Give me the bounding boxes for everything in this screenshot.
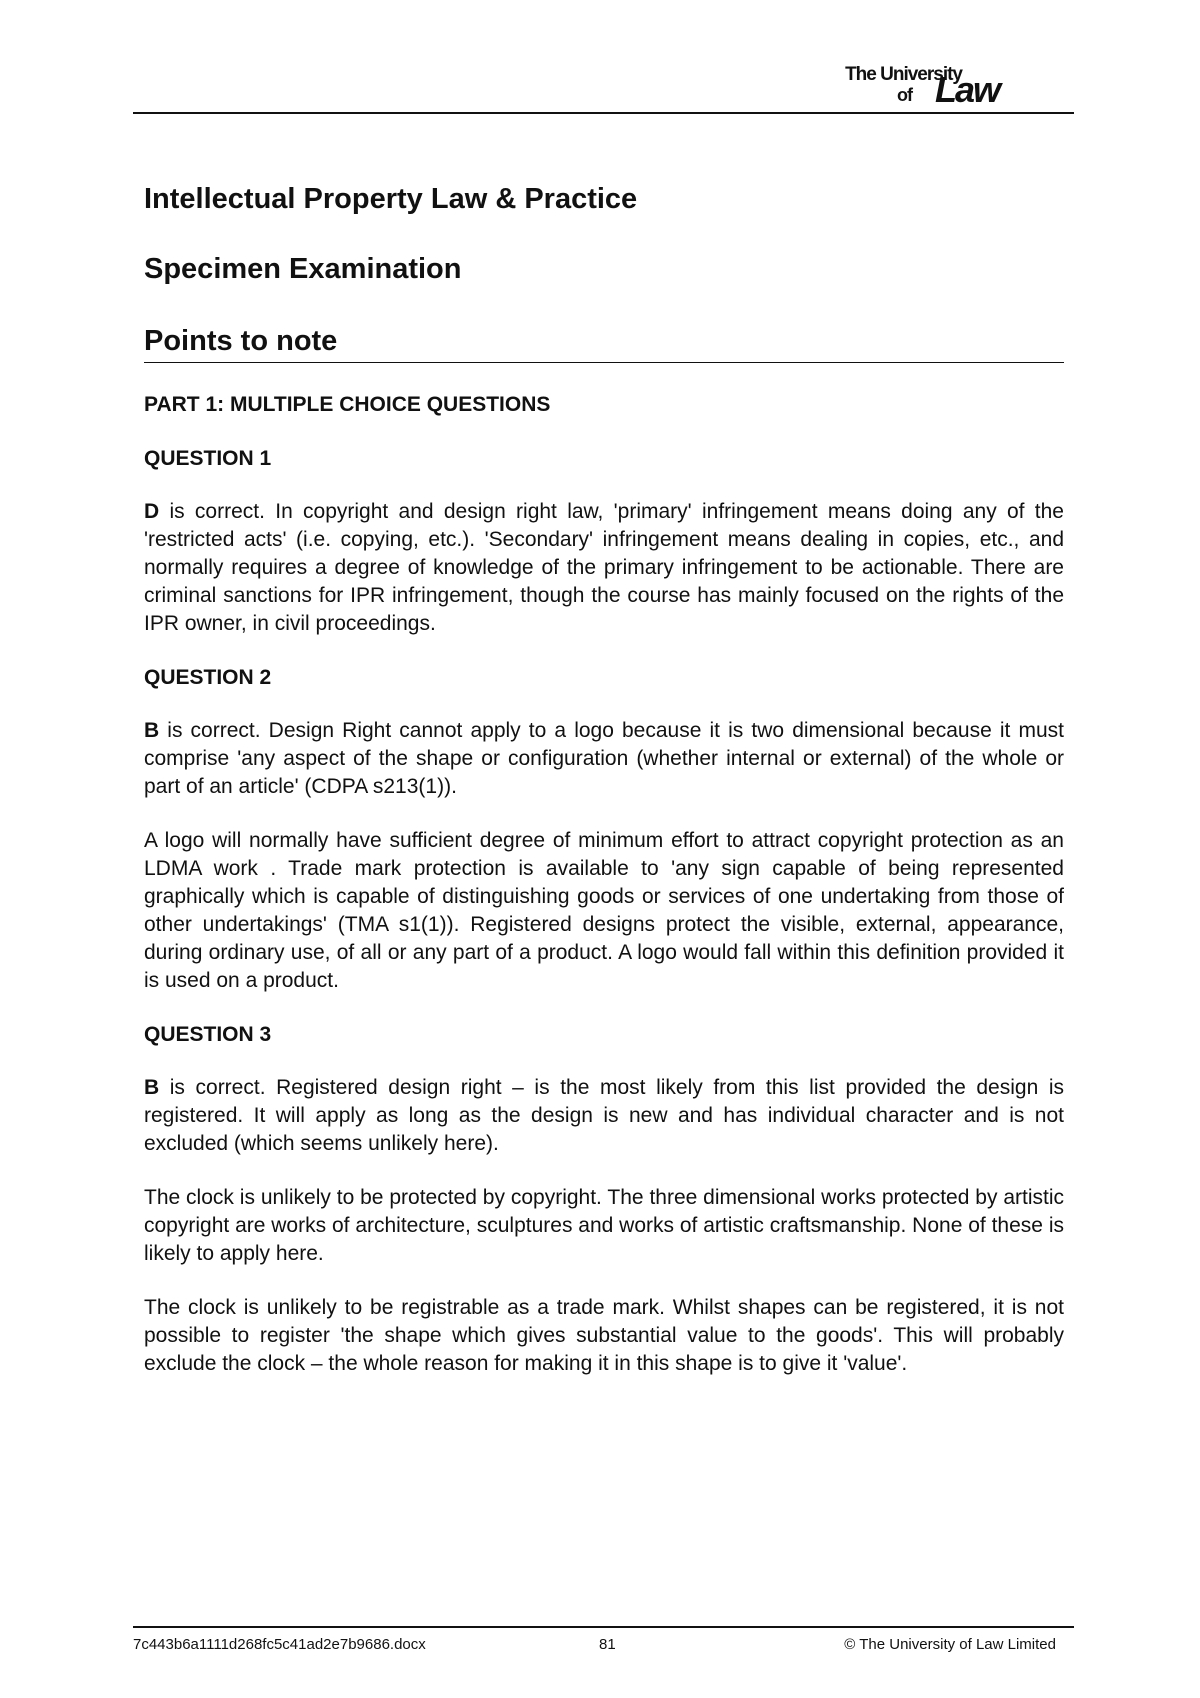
part-heading: PART 1: MULTIPLE CHOICE QUESTIONS bbox=[144, 393, 551, 416]
footer-copyright: © The University of Law Limited bbox=[844, 1636, 1056, 1653]
paragraph-text: The clock is unlikely to be protected by copyright. The three dimensional works protected by artistic copyright are works of architecture, sculptures and works of artistic craftsmanship. None of these is likely to apply here. bbox=[144, 1186, 1064, 1265]
question-3-paragraph-1 bbox=[144, 1074, 1064, 1158]
question-1-paragraph-1 bbox=[144, 498, 1064, 638]
footer-filename: 7c443b6a1111d268fc5c41ad2e7b9686.docx bbox=[133, 1636, 426, 1653]
question-2-label: QUESTION 2 bbox=[144, 666, 272, 689]
header-rule bbox=[133, 112, 1074, 114]
answer-letter: D bbox=[144, 500, 160, 523]
paragraph-text: is correct. Design Right cannot apply to a logo because it is two dimensional because it must comprise 'any aspect of the shape or configuration (whether internal or external) of the whole or part of an article' (CDPA s213(1)). bbox=[144, 719, 1064, 798]
paragraph-text: A logo will normally have sufficient degree of minimum effort to attract copyright protection as an LDMA work . Trade mark protection is available to 'any sign capable of being represented graphically which is capable of distinguishing goods or services of one undertaking from those of other undertakings' (TMA s1(1)). Registered designs protect the visible, external, appearance, during ordinary use, of all or any part of a product. A logo would fall within this definition provided it is used on a product. bbox=[144, 829, 1064, 992]
paragraph-text: is correct. In copyright and design right law, 'primary' infringement means doing any of the 'restricted acts' (i.e. copying, etc.). 'Secondary' infringement means dealing in copies, etc., and normally requires a degree of knowledge of the primary infringement to be actionable. There are criminal sanctions for IPR infringement, though the course has mainly focused on the rights of the IPR owner, in civil proceedings. bbox=[144, 500, 1064, 635]
logo-text-line3: Law bbox=[935, 69, 1000, 110]
exam-title: Specimen Examination bbox=[144, 253, 462, 285]
course-title: Intellectual Property Law & Practice bbox=[144, 183, 638, 215]
question-2-paragraph-1 bbox=[144, 717, 1064, 801]
logo-text-line2: of bbox=[897, 85, 912, 105]
question-1-label: QUESTION 1 bbox=[144, 447, 272, 470]
paragraph-text: is correct. Registered design right – is the most likely from this list provided the design is registered. It will apply as long as the design is new and has individual character and is not excluded (which seems unlikely here). bbox=[144, 1076, 1064, 1155]
document-body bbox=[144, 180, 1064, 1378]
section-title: Points to note bbox=[144, 322, 1064, 363]
page-footer bbox=[133, 1628, 1074, 1658]
paragraph-text: The clock is unlikely to be registrable as a trade mark. Whilst shapes can be registered, it is not possible to register 'the shape which gives substantial value to the goods'. This will probably exclude the clock – the whole reason for making it in this shape is to give it 'value'. bbox=[144, 1296, 1064, 1375]
footer-page-number: 81 bbox=[599, 1636, 616, 1653]
answer-letter: B bbox=[144, 719, 160, 742]
question-3-paragraph-2 bbox=[144, 1184, 1064, 1268]
question-3-paragraph-3 bbox=[144, 1294, 1064, 1378]
logo-text-line1: The University bbox=[845, 64, 962, 85]
university-logo bbox=[830, 64, 1060, 110]
answer-letter: B bbox=[144, 1076, 160, 1099]
question-3-label: QUESTION 3 bbox=[144, 1023, 272, 1046]
question-2-paragraph-2 bbox=[144, 827, 1064, 995]
